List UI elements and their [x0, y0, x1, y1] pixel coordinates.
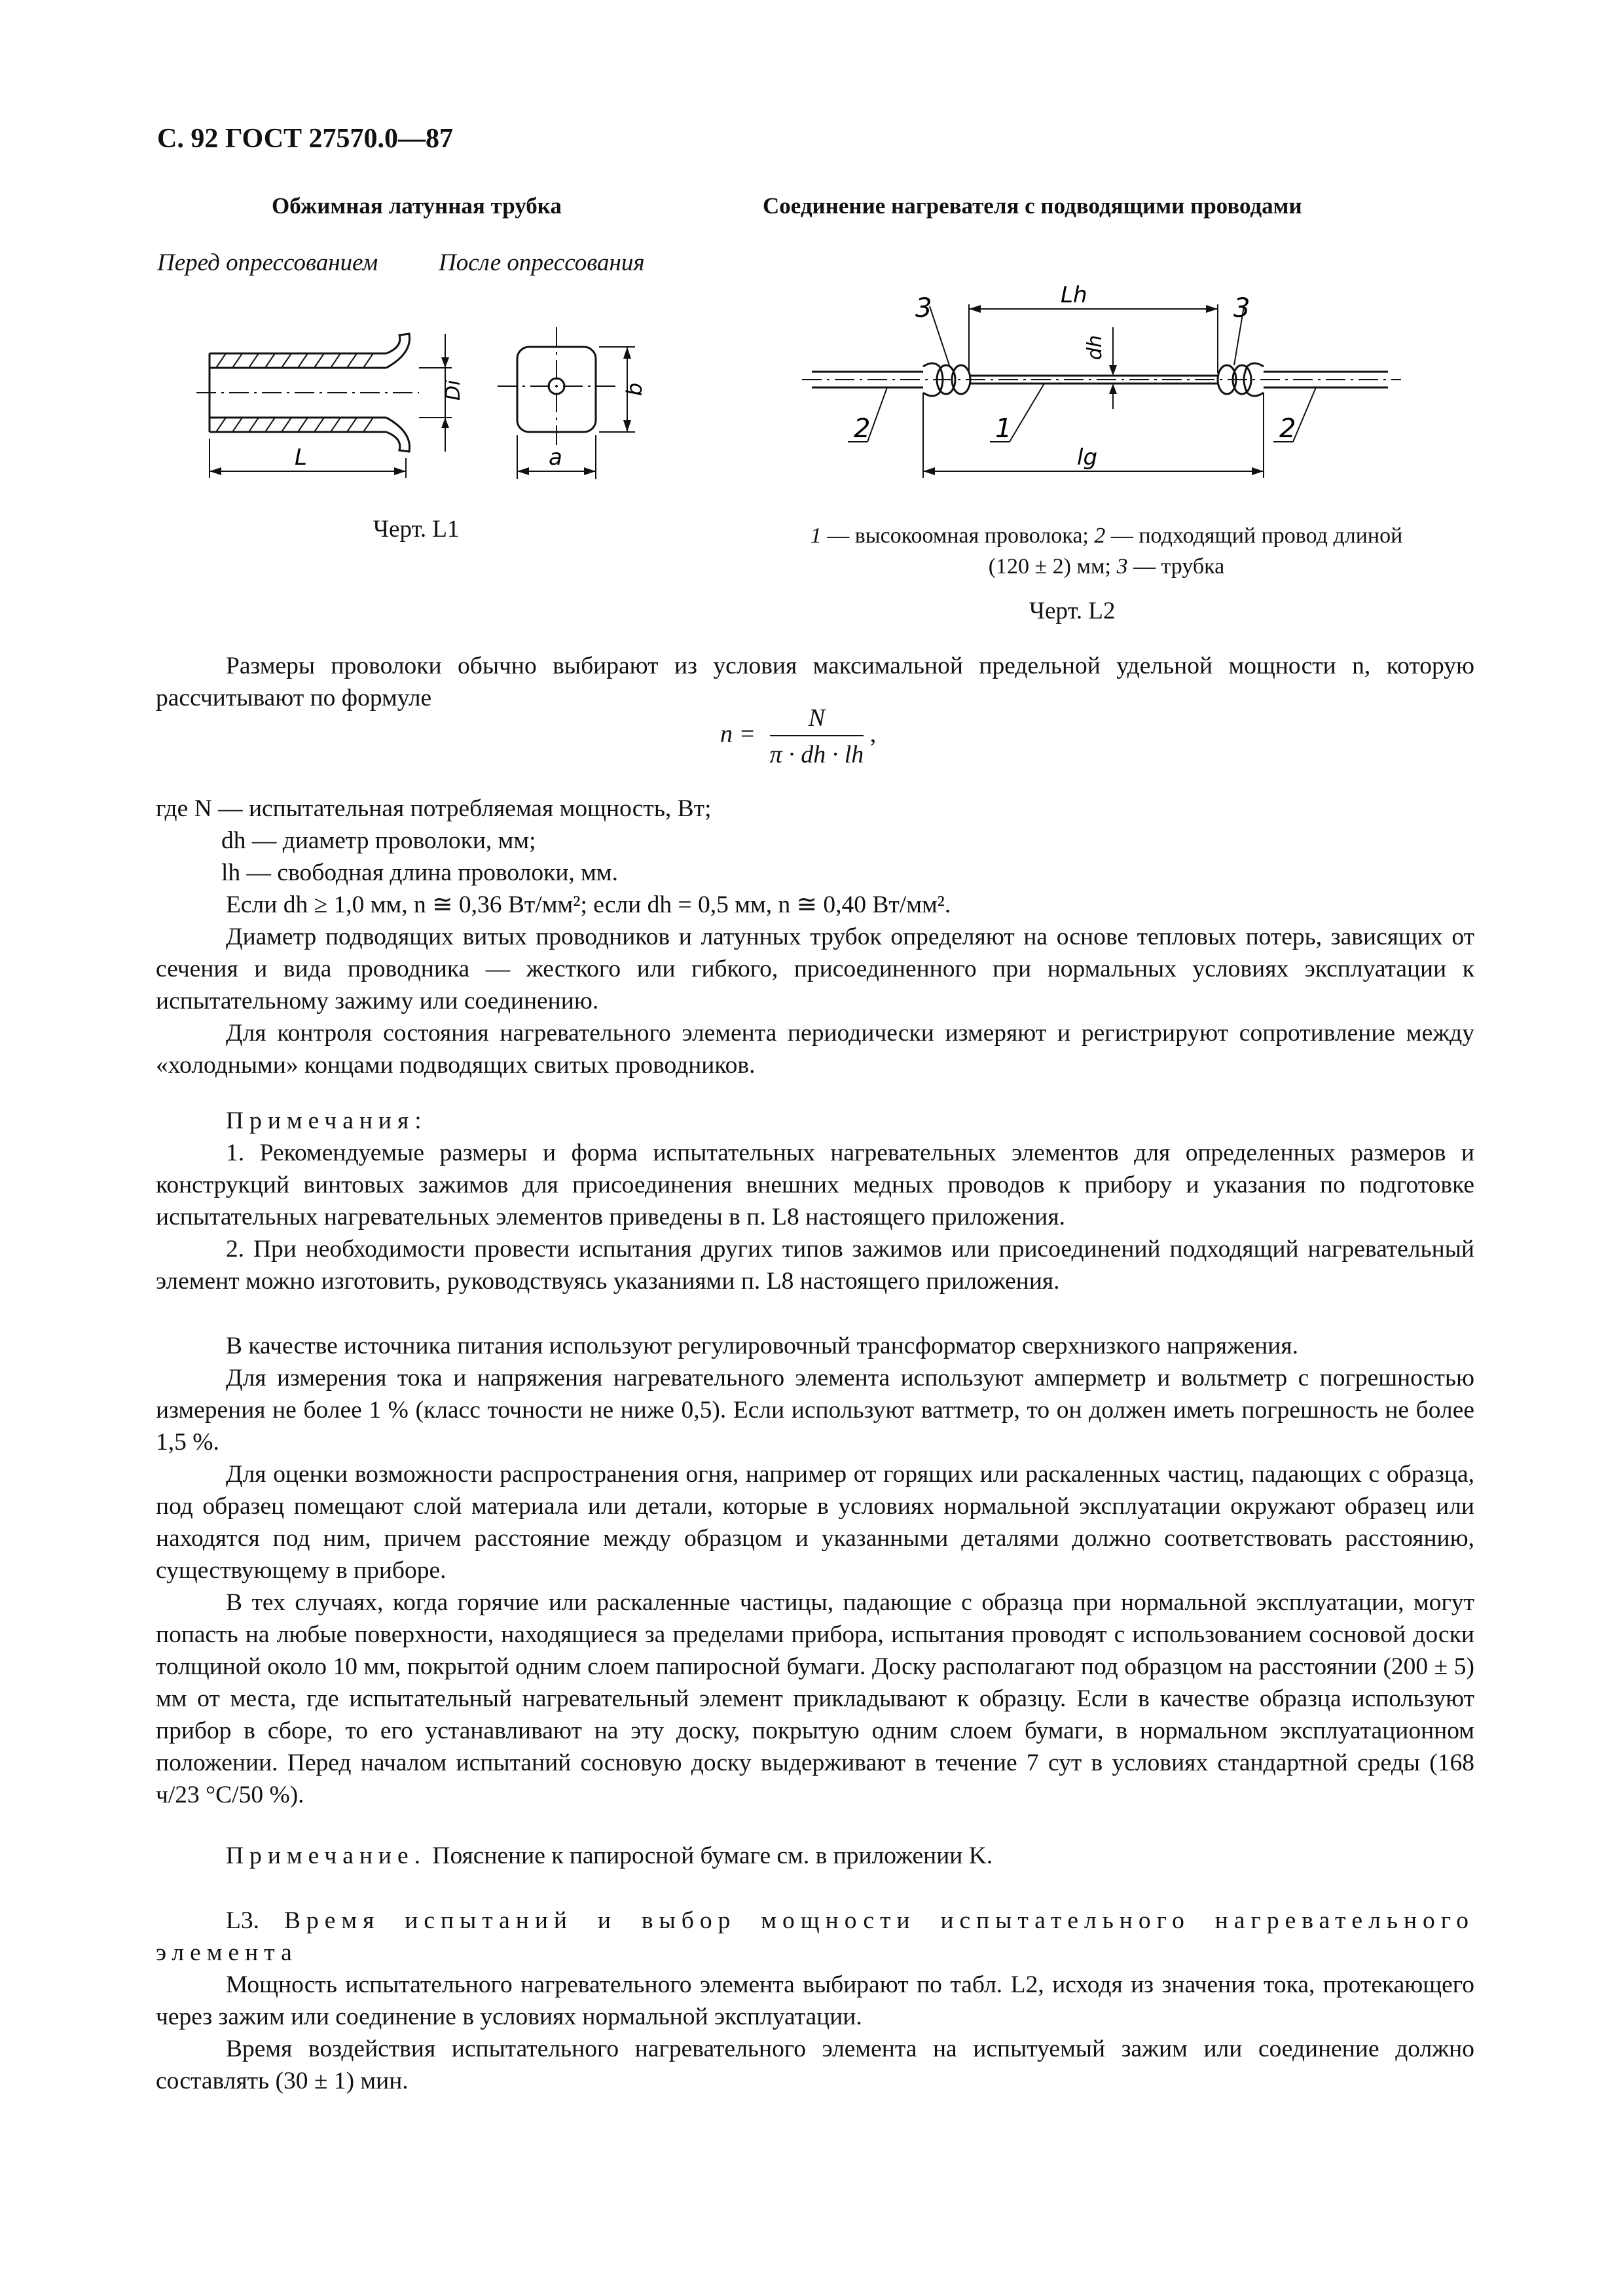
fig2-label-2-right: 2 — [1279, 414, 1296, 444]
fig2-label-3-right: 3 — [1233, 293, 1250, 323]
fig2-label-1: 1 — [995, 414, 1012, 444]
fig2-title: Соединение нагревателя с подводящими проводами — [763, 193, 1302, 219]
where-line: dh — диаметр проволоки, мм; — [221, 827, 536, 854]
fig2-label-3-left: 3 — [915, 293, 932, 323]
note-item: 2. При необходимости провести испытания других типов зажимов или присоединений подходящий нагревательный элемент можно изготовить, руководствуясь указаниями п. L8 настоящего приложения. — [156, 1236, 1474, 1295]
intro-paragraph: Размеры проволоки обычно выбирают из условия максимальной предельной удельной мощности n, которую рассчитывают по формуле — [156, 653, 1474, 711]
fig1-dim-b: b — [622, 382, 647, 396]
fig1-dim-L: L — [295, 444, 307, 471]
fig2-label-2-left: 2 — [854, 414, 871, 444]
fig1-title: Обжимная латунная трубка — [272, 193, 562, 219]
fig1-label-before: Перед опрессованием — [157, 249, 378, 276]
paragraph: Время воздействия испытательного нагревательного элемента на испытуемый зажим или соединение должно составлять (30 ± 1) мин. — [156, 2036, 1474, 2094]
fig1-dim-a: a — [549, 444, 562, 471]
note2: Примечание. Пояснение к папиросной бумаге см. в приложении K. — [226, 1842, 993, 1869]
paragraph: Диаметр подводящих витых проводников и латунных трубок определяют на основе тепловых потерь, зависящих от сечения и вида проводника — жесткого или гибкого, присоединенного при нормальных условиях эксплуатации к испытательному зажиму или соединению. — [156, 924, 1474, 1014]
paragraph: В тех случаях, когда горячие или раскаленные частицы, падающие с образца при нормальной эксплуатации, могут попасть на любые поверхности, находящиеся за пределами прибора, испытания проводят с использованием сосновой доски толщиной около 10 мм, покрытой одним слоем папиросной бумаги. Доску располагают под образцом на расстоянии (200 ± 5) мм от места, где испытательный нагревательный элемент прикладывают к образцу. Если в качестве образца используют прибор в сборе, то его устанавливают на эту доску, покрытую одним слоем бумаги, в нормальном эксплуатационном положении. Перед началом испытаний сосновую доску выдерживают в течение 7 сут в условиях стандартной среды (168 ч/23 °С/50 %). — [156, 1589, 1474, 1808]
paragraph: Мощность испытательного нагревательного элемента выбирают по табл. L2, исходя из значения тока, протекающего через зажим или соединение в условиях нормальной эксплуатации. — [156, 1971, 1474, 2030]
where-line: Если dh ≥ 1,0 мм, n ≅ 0,36 Вт/мм²; если dh = 0,5 мм, n ≅ 0,40 Вт/мм². — [226, 891, 951, 918]
page-header: С. 92 ГОСТ 27570.0—87 — [157, 124, 454, 154]
fig2-drawing — [799, 275, 1414, 497]
paragraph: Для оценки возможности распространения огня, например от горящих или раскаленных частиц, падающих с образца, под образец помещают слой материала или детали, которые в условиях нормальной эксплуатации окружают образец или находятся под ним, причем расстояние между образцом и указанными деталями должно соответствовать расстоянию, существующему в приборе. — [156, 1461, 1474, 1584]
formula-lhs: n = — [720, 720, 756, 748]
fig1-dim-Di: Di — [442, 380, 465, 401]
fig2-legend: 1 — высокоомная проволока; 2 — подходящий провод длиной (120 ± 2) мм; 3 — трубка — [810, 524, 1403, 579]
fig2-dim-dh: dh — [1084, 334, 1106, 360]
where-line: lh — свободная длина проволоки, мм. — [221, 859, 618, 886]
fig1-drawing — [190, 308, 661, 497]
fig2-caption: Черт. L2 — [1029, 598, 1116, 624]
paragraph: Для контроля состояния нагревательного элемента периодически измеряют и регистрируют сопротивление между «холодными» концами подводящих свитых проводников. — [156, 1020, 1474, 1079]
formula-trail: , — [869, 720, 877, 748]
section-heading: L3. Время испытаний и выбор мощности испытательного нагревательного элемента — [156, 1907, 1474, 1966]
paragraph: Для измерения тока и напряжения нагревательного элемента используют амперметр и вольтметр с погрешностью измерения не более 1 % (класс точности не ниже 0,5). Если используют ваттметр, то он должен иметь погрешность не более 1,5 %. — [156, 1365, 1474, 1456]
formula-denominator: π · dh · lh — [769, 741, 864, 768]
paragraph: В качестве источника питания используют регулировочный трансформатор сверхнизкого напряжения. — [226, 1333, 1298, 1359]
fig2-dim-lh: Lh — [1061, 282, 1087, 308]
note-item: 1. Рекомендуемые размеры и форма испытательных нагревательных элементов для определенных размеров и конструкций винтовых зажимов для присоединения внешних медных проводов к прибору и указания по подготовке испытательных нагревательных элементов приведены в п. L8 настоящего приложения. — [156, 1139, 1474, 1230]
where-line: где N — испытательная потребляемая мощность, Вт; — [156, 795, 712, 822]
formula-numerator: N — [770, 704, 864, 736]
where-block — [156, 793, 1474, 2097]
formula — [720, 704, 876, 769]
fig1-caption: Черт. L1 — [373, 516, 460, 543]
notes-title: Примечания: — [226, 1107, 428, 1134]
fig1-label-after: После опрессования — [439, 249, 645, 276]
fig2-dim-lg: lg — [1077, 444, 1098, 471]
